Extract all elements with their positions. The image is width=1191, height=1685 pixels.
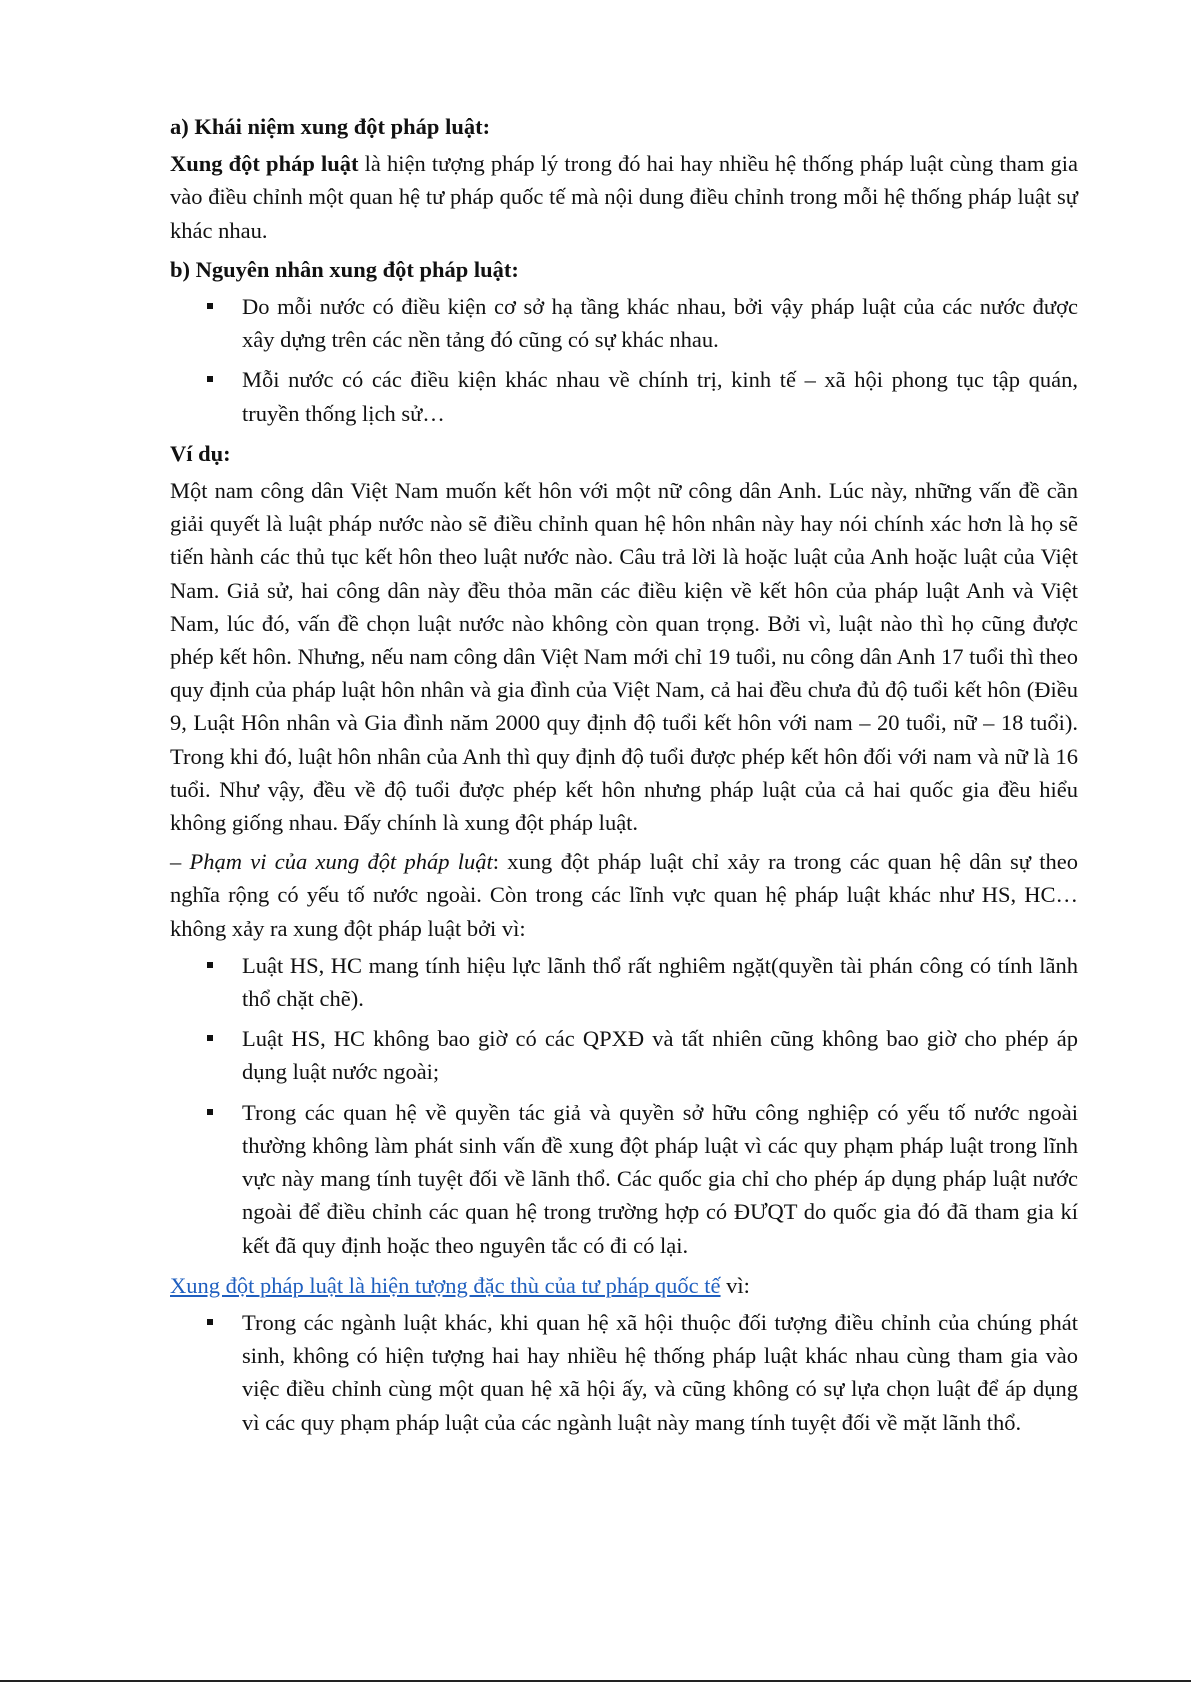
bullet-square-icon: [207, 962, 213, 968]
list-item: Trong các ngành luật khác, khi quan hệ xã hội thuộc đối tượng điều chỉnh của chúng phát sinh, không có hiện tượng hai hay nhiều hệ thống pháp luật khác nhau cùng tham gia vào việc điều chỉnh cùng một quan hệ xã hội ấy, và cũng không có sự lựa chọn luật để áp dụng vì các quy phạm pháp luật của các ngành luật này mang tính tuyệt đối về mặt lãnh thổ.: [170, 1306, 1078, 1439]
scope-list: [170, 949, 1078, 1262]
causes-list: [170, 290, 1078, 430]
term-bold: Xung đột pháp luật: [170, 151, 359, 177]
definition-paragraph: [170, 147, 1078, 247]
page-bottom-rule: [0, 1680, 1191, 1682]
scope-label: Phạm vi của xung đột pháp luật: [189, 849, 493, 875]
specific-list: [170, 1306, 1078, 1439]
list-item: Trong các quan hệ về quyền tác giả và quyền sở hữu công nghiệp có yếu tố nước ngoài thường không làm phát sinh vấn đề xung đột pháp luật vì các quy phạm pháp luật trong lĩnh vực này mang tính tuyệt đối về lãnh thổ. Các quốc gia chỉ cho phép áp dụng pháp luật nước ngoài để điều chỉnh các quan hệ trong trường hợp có ĐƯQT do quốc gia đó đã tham gia kí kết đã quy định hoặc theo nguyên tắc có đi có lại.: [170, 1096, 1078, 1262]
example-heading: Ví dụ:: [170, 440, 231, 466]
bullet-square-icon: [207, 1035, 213, 1041]
section-b-heading: b) Nguyên nhân xung đột pháp luật:: [170, 256, 519, 282]
list-item: Mỗi nước có các điều kiện khác nhau về chính trị, kinh tế – xã hội phong tục tập quán, truyền thống lịch sử…: [170, 363, 1078, 429]
list-item: Do mỗi nước có điều kiện cơ sở hạ tầng khác nhau, bởi vậy pháp luật của các nước được xây dựng trên các nền tảng đó cũng có sự khác nhau.: [170, 290, 1078, 356]
specific-paragraph: Xung đột pháp luật là hiện tượng đặc thù của tư pháp quốc tế vì:: [170, 1272, 750, 1298]
scope-paragraph: – Phạm vi của xung đột pháp luật: xung đột pháp luật chỉ xảy ra trong các quan hệ dân sự theo nghĩa rộng có yếu tố nước ngoài. Còn trong các lĩnh vực quan hệ pháp luật khác như HS, HC… không xảy ra xung đột pháp luật bởi vì:: [170, 849, 1078, 941]
bullet-square-icon: [207, 303, 213, 309]
list-item: Luật HS, HC mang tính hiệu lực lãnh thổ rất nghiêm ngặt(quyền tài phán công có tính lãnh thổ chặt chẽ).: [170, 949, 1078, 1015]
definition-text: là hiện tượng pháp lý trong đó hai hay nhiều hệ thống pháp luật cùng tham gia vào điều chỉnh một quan hệ tư pháp quốc tế mà nội dung điều chỉnh trong mỗi hệ thống pháp luật sự khác nhau.: [170, 151, 1078, 243]
bullet-square-icon: [207, 1109, 213, 1115]
example-paragraph: Một nam công dân Việt Nam muốn kết hôn với một nữ công dân Anh. Lúc này, những vấn đề cần giải quyết là luật pháp nước nào sẽ điều chỉnh quan hệ hôn nhân này hay nói chính xác hơn là họ sẽ tiến hành các thủ tục kết hôn theo luật nước nào. Câu trả lời là hoặc luật của Anh hoặc luật của Việt Nam. Giả sử, hai công dân này đều thỏa mãn các điều kiện về kết hôn của pháp luật Anh và Việt Nam, lúc đó, vấn đề chọn luật nước nào không còn quan trọng. Bởi vì, luật nào thì họ cũng được phép kết hôn. Nhưng, nếu nam công dân Việt Nam mới chỉ 19 tuổi, nu công dân Anh 17 tuổi thì theo quy định của pháp luật hôn nhân và gia đình của Việt Nam, cả hai đều chưa đủ độ tuổi kết hôn (Điều 9, Luật Hôn nhân và Gia đình năm 2000 quy định độ tuổi kết hôn với nam – 20 tuổi, nữ – 18 tuổi). Trong khi đó, luật hôn nhân của Anh thì quy định độ tuổi được phép kết hôn đối với nam và nữ là 16 tuổi. Như vậy, đều về độ tuổi được phép kết hôn nhưng pháp luật của cả hai quốc gia đều hiểu không giống nhau. Đấy chính là xung đột pháp luật.: [170, 478, 1078, 836]
specific-link[interactable]: Xung đột pháp luật là hiện tượng đặc thù của tư pháp quốc tế: [170, 1272, 721, 1298]
document-page: [170, 110, 1078, 1446]
section-a-heading: a) Khái niệm xung đột pháp luật:: [170, 114, 491, 139]
bullet-square-icon: [207, 376, 213, 382]
list-item: Luật HS, HC không bao giờ có các QPXĐ và tất nhiên cũng không bao giờ cho phép áp dụng luật nước ngoài;: [170, 1022, 1078, 1088]
bullet-square-icon: [207, 1319, 213, 1325]
